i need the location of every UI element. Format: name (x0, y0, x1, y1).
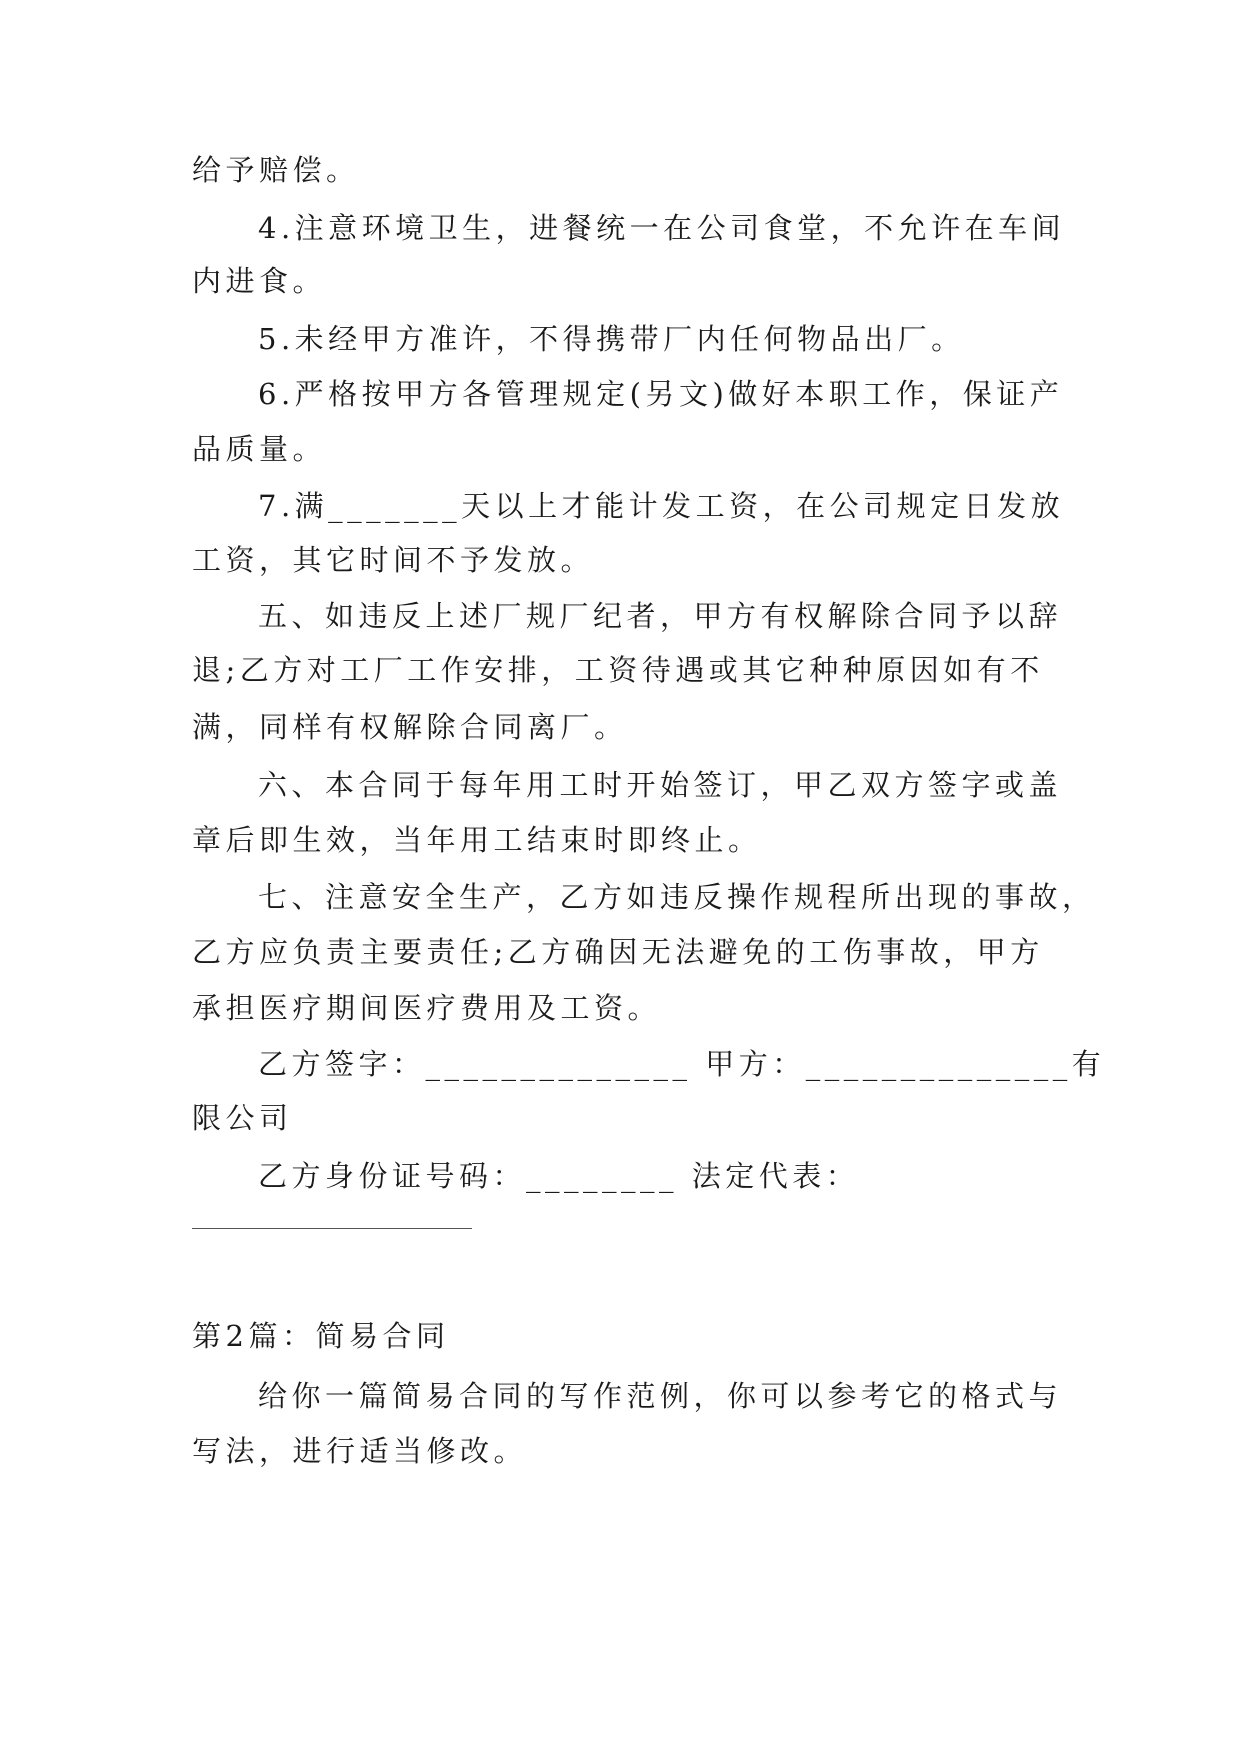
text-line: 乙方应负责主要责任;乙方确因无法避免的工伤事故，甲方 (192, 935, 1044, 969)
text-line: 承担医疗期间医疗费用及工资。 (192, 991, 662, 1025)
clause-5: 5.未经甲方准许，不得携带厂内任何物品出厂。 (258, 322, 965, 356)
signature-blank-underline (192, 1228, 472, 1229)
signature-line: 乙方签字：______________ 甲方：______________有 (258, 1047, 1106, 1081)
text-line: 品质量。 (192, 432, 327, 466)
section-5: 五、如违反上述厂规厂纪者，甲方有权解除合同予以辞 (258, 599, 1063, 633)
text-line: 给予赔偿。 (192, 153, 360, 187)
section-6: 六、本合同于每年用工时开始签订，甲乙双方签字或盖 (258, 768, 1063, 802)
text-line: 满，同样有权解除合同离厂。 (192, 710, 628, 744)
text-line: 内进食。 (192, 264, 327, 298)
section-7: 七、注意安全生产，乙方如违反操作规程所出现的事故， (258, 880, 1096, 914)
text-line: 章后即生效，当年用工结束时即终止。 (192, 823, 762, 857)
intro-text: 给你一篇简易合同的写作范例，你可以参考它的格式与 (258, 1379, 1063, 1413)
text-line: 工资，其它时间不予发放。 (192, 543, 595, 577)
clause-4: 4.注意环境卫生，进餐统一在公司食堂，不允许在车间 (258, 211, 1066, 245)
text-line: 限公司 (192, 1101, 293, 1135)
text-line: 退;乙方对工厂工作安排，工资待遇或其它种种原因如有不 (192, 653, 1044, 687)
clause-6: 6.严格按甲方各管理规定(另文)做好本职工作，保证产 (258, 377, 1064, 411)
section-heading: 第2篇：简易合同 (192, 1319, 450, 1353)
id-number-line: 乙方身份证号码：________ 法定代表： (258, 1159, 860, 1193)
text-line: 写法，进行适当修改。 (192, 1434, 528, 1468)
clause-7: 7.满_______天以上才能计发工资，在公司规定日发放 (258, 489, 1065, 523)
